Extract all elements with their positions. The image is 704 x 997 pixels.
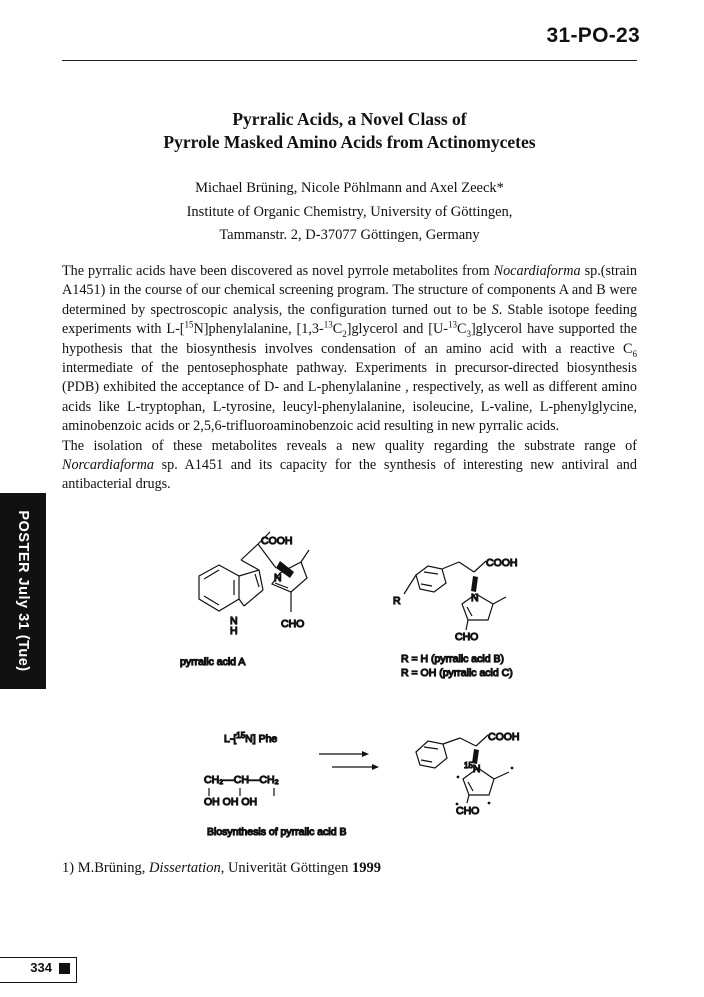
reference-1: 1) M.Brüning, Dissertation, Univerität Göttingen 1999 [62, 860, 381, 876]
author-institute: Institute of Organic Chemistry, University of Göttingen, [186, 203, 513, 220]
abstract-paragraph-1: The pyrralic acids have been discovered as novel pyrrole metabolites from Nocardiaforma sp.(strain A1451) in the course of our chemical screening program. The structure of components A and B were determined by spectroscopic analysis, the configuration turned out to be S. Stable isotope feeding experiments with L-[$^{15}$N]phenylalanine, $[1,3-^{13}C_2]glycerol$ and $[U-^{13}C_3]glycerol$ have supported the hypothesis that the biosynthesis involves condensation of an amino acid with a reactive $C_6$ intermediate of the pentosephosphate pathway. Experiments in precursor-directed biosynthesis (PDB) exhibited the acceptance of D- and L-phenylalanine , respectively, as well as different amino acids like L-tryptophan, L-tyrosine, leucyl-phenylalanine, isoleucine, L-valine, L-phenylglycine, aminobenzoic acids or 2,5,6-trifluoroaminobenzoic acid resulting in new pyrralic acids. [62, 263, 637, 435]
glycerol-structure [209, 788, 274, 796]
phe-precursor-label: L-[$^{15}$N] Phe [224, 731, 278, 745]
reaction-arrows [319, 751, 379, 770]
caption-pyrralic-acid-c: R = OH (pyrralic acid C) [401, 667, 513, 679]
pyrralic-acid-a-structure [199, 532, 309, 612]
indole-h-label: H [230, 625, 238, 637]
page-number-box [0, 957, 77, 983]
author-names: Michael Brüning, Nicole Pöhlmann and Axel Zeeck* [195, 180, 504, 196]
title-line-1: Pyrralic Acids, a Novel Class of [232, 109, 467, 129]
pyrrole-n-label-b: N [471, 592, 479, 604]
abstract-paragraph-2: The isolation of these metabolites reveals a new quality regarding the substrate range of Norcardiaforma sp. A1451 and its capacity for the synthesis of interesting new antiviral and antibacterial drugs. [62, 437, 637, 493]
title-line-2: Pyrrole Masked Amino Acids from Actinomycetes [163, 132, 536, 152]
cho-label-b: CHO [455, 631, 479, 643]
caption-pyrralic-acid-a: pyrralic acid A [180, 656, 246, 668]
glycerol-oh-label: OH OH OH [204, 796, 258, 808]
labelled-product-structure [416, 735, 513, 805]
cho-label-product: CHO [456, 805, 480, 817]
cho-label-a: CHO [281, 618, 305, 630]
caption-biosynthesis: Biosynthesis of pyrralic acid B [207, 826, 347, 838]
glycerol-backbone-label: CH₂—CH—CH₂ [204, 774, 279, 786]
r-group-label: R [393, 595, 401, 607]
page-marker-square [59, 963, 70, 974]
pyrralic-acid-bc-structure [404, 561, 506, 630]
cooh-label-a: COOH [261, 535, 293, 547]
n15-label-product: $^{15}$N [464, 761, 481, 775]
cooh-label-product: COOH [488, 731, 520, 743]
side-tab-label: POSTER July 31 (Tue) [15, 510, 31, 672]
indole-nh-label: N [230, 615, 238, 627]
cooh-label-b: COOH [486, 557, 518, 569]
caption-pyrralic-acid-b: R = H (pyrralic acid B) [401, 653, 504, 665]
author-address: Tammanstr. 2, D-37077 Göttingen, Germany [219, 227, 480, 243]
page-number: 334 [30, 960, 52, 975]
pyrrole-n-label-a: N [274, 572, 282, 584]
poster-code: 31-PO-23 [546, 24, 640, 47]
